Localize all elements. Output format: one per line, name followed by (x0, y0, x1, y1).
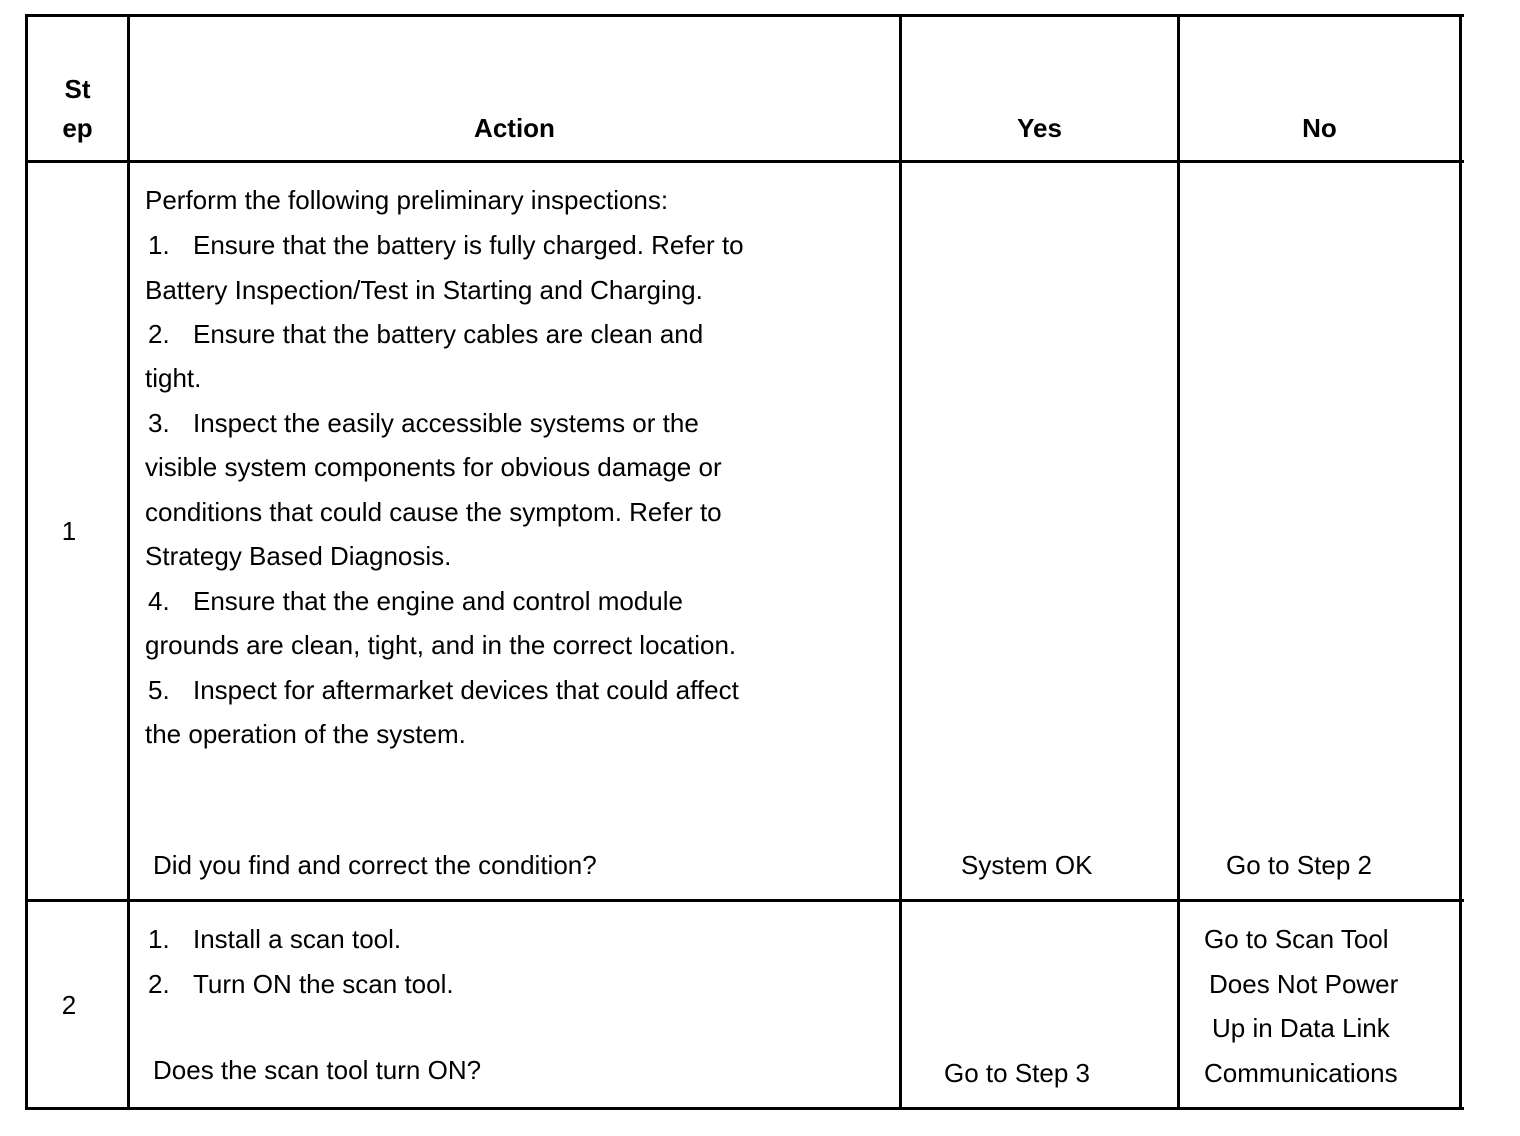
column-divider-yes (1177, 14, 1180, 1110)
table-border-right (1459, 14, 1462, 1110)
table-border-left (25, 14, 28, 1110)
no-result-line: Does Not Power (1209, 969, 1399, 999)
list-number: 3. (148, 408, 170, 438)
action-line: Ensure that the battery cables are clean and (193, 319, 704, 349)
step-number: 2 (61, 990, 77, 1020)
action-line: grounds are clean, tight, and in the correct location. (145, 630, 737, 660)
no-result: Go to Step 2 (1226, 850, 1372, 880)
action-line: Strategy Based Diagnosis. (145, 541, 452, 571)
header-no: No (1302, 113, 1337, 143)
no-result-line: Up in Data Link (1212, 1013, 1390, 1043)
no-result-line: Go to Scan Tool (1204, 924, 1389, 954)
action-line: Inspect the easily accessible systems or the (193, 408, 699, 438)
header-step-line1: St (64, 74, 91, 104)
list-number: 2. (148, 969, 170, 999)
action-line: tight. (145, 363, 202, 393)
header-step-line2: ep (62, 113, 93, 143)
column-divider-action (899, 14, 902, 1110)
action-line: Battery Inspection/Test in Starting and Charging. (145, 275, 703, 305)
action-line: conditions that could cause the symptom. Refer to (145, 497, 722, 527)
list-number: 1. (148, 230, 170, 260)
action-intro: Perform the following preliminary inspections: (145, 185, 669, 215)
action-line: Ensure that the battery is fully charged. Refer to (193, 230, 744, 260)
no-result-line: Communications (1204, 1058, 1398, 1088)
column-divider-step (127, 14, 130, 1110)
action-line: visible system components for obvious damage or (145, 452, 722, 482)
table-border-bottom (25, 1107, 1464, 1110)
header-action: Action (474, 113, 555, 143)
header-divider (25, 160, 1464, 163)
action-line: the operation of the system. (145, 719, 466, 749)
table-border-top (25, 14, 1464, 17)
list-number: 4. (148, 586, 170, 616)
action-line: Turn ON the scan tool. (193, 969, 454, 999)
action-question: Does the scan tool turn ON? (153, 1055, 482, 1085)
list-number: 1. (148, 924, 170, 954)
list-number: 5. (148, 675, 170, 705)
header-yes: Yes (1017, 113, 1062, 143)
list-number: 2. (148, 319, 170, 349)
action-line: Inspect for aftermarket devices that could affect (193, 675, 739, 705)
row-divider (25, 899, 1464, 902)
action-question: Did you find and correct the condition? (153, 850, 597, 880)
step-number: 1 (61, 516, 77, 546)
yes-result: System OK (961, 850, 1093, 880)
action-line: Install a scan tool. (193, 924, 402, 954)
yes-result: Go to Step 3 (944, 1058, 1090, 1088)
action-line: Ensure that the engine and control module (193, 586, 684, 616)
